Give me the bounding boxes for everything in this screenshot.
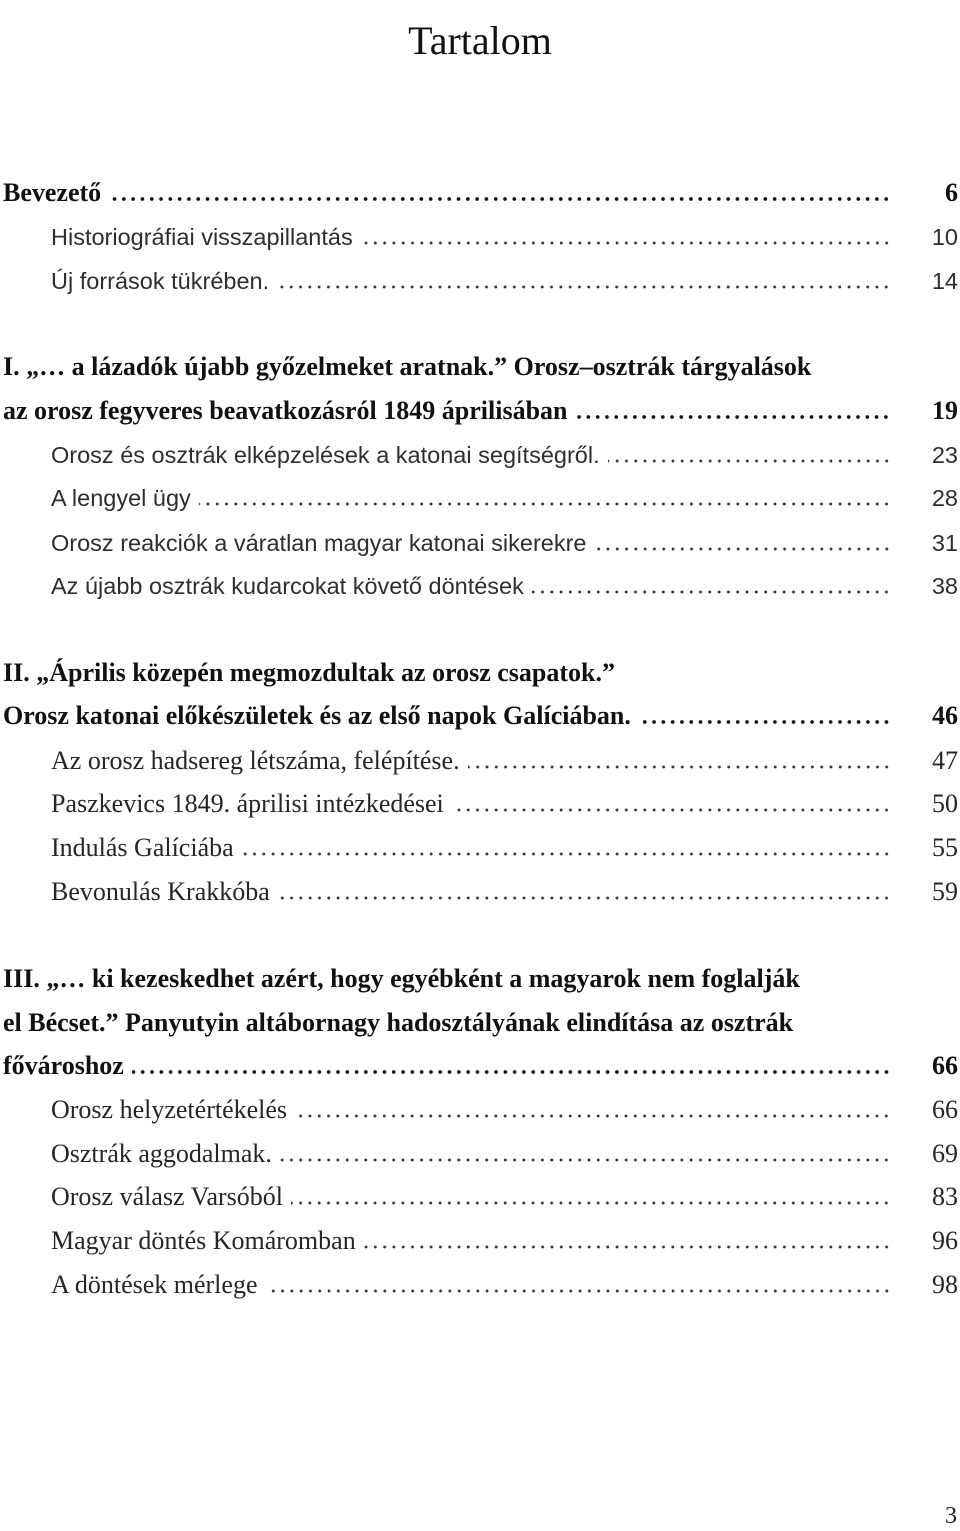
dot-leader	[295, 1114, 891, 1118]
dot-leader	[280, 1158, 891, 1162]
dot-leader	[364, 1245, 891, 1249]
toc-entry-title: Az újabb osztrák kudarcokat követő döntések	[51, 573, 524, 599]
toc-entry-page: 50	[932, 789, 958, 818]
toc-entry-title: Magyar döntés Komáromban	[51, 1226, 356, 1255]
toc-entry-page: 96	[932, 1226, 958, 1255]
chapter-3-heading-line: el Bécset.” Panyutyin altábornagy hadosztályának elindítása az osztrák	[3, 1008, 794, 1037]
toc-entry-page: 83	[932, 1182, 958, 1211]
chapter-3-heading-line: III. „… ki kezeskedhet azért, hogy egyébként a magyarok nem foglalják	[3, 964, 800, 993]
toc-entry-title: Bevonulás Krakkóba	[51, 877, 270, 906]
page-number: 3	[945, 1503, 957, 1529]
dot-leader	[361, 241, 891, 245]
toc-entry-title: Paszkevics 1849. áprilisi intézkedései	[51, 789, 444, 818]
toc-entry	[51, 1226, 958, 1256]
toc-entry	[51, 483, 958, 513]
toc-entry-title: Orosz és osztrák elképzelések a katonai segítségről.	[51, 442, 600, 468]
toc-entry-page: 14	[931, 268, 958, 294]
toc-entry-chapter-2	[3, 701, 958, 731]
toc-entry-title: Orosz reakciók a váratlan magyar katonai sikerekre	[51, 530, 587, 556]
toc-entry-page: 46	[932, 701, 958, 730]
toc-entry-page: 66	[932, 1051, 958, 1080]
toc-entry-page: 38	[931, 573, 958, 599]
page-title: Tartalom	[408, 17, 552, 63]
toc-entry	[51, 789, 958, 819]
chapter-3-heading-line: fővároshoz	[3, 1051, 124, 1080]
chapter-2-heading-line: II. „Április közepén megmozdultak az orosz csapatok.”	[3, 658, 615, 687]
toc-entry	[51, 440, 958, 470]
dot-leader	[452, 808, 891, 812]
toc-entry-title: A lengyel ügy	[51, 485, 191, 511]
toc-entry-title: Orosz válasz Varsóból	[51, 1182, 284, 1211]
dot-leader	[132, 1070, 891, 1074]
toc-entry	[51, 528, 958, 558]
dot-leader	[532, 590, 891, 594]
toc-entry	[51, 833, 958, 863]
dot-leader	[639, 720, 891, 724]
toc-entry-title: Orosz helyzetértékelés	[51, 1095, 288, 1124]
toc-entry-title: Osztrák aggodalmak.	[51, 1139, 272, 1168]
toc-entry	[51, 1139, 958, 1169]
toc-entry	[51, 266, 958, 296]
toc-entry-page: 6	[945, 178, 958, 207]
toc-entry-chapter-3	[3, 1051, 958, 1081]
toc-entry	[51, 1095, 958, 1125]
dot-leader	[608, 459, 891, 463]
toc-entry-introduction	[3, 178, 958, 208]
toc-entry	[51, 877, 958, 907]
toc-entry	[51, 222, 958, 252]
toc-entry-title: Indulás Galíciába	[51, 833, 234, 862]
toc-entry-page: 98	[932, 1270, 958, 1299]
chapter-1-heading-line: I. „… a lázadók újabb győzelmeket aratnak.” Orosz–osztrák tárgyalások	[3, 352, 812, 381]
toc-entry-page: 47	[932, 746, 958, 775]
toc-entry-page: 19	[932, 396, 958, 425]
toc-entry-page: 23	[931, 442, 958, 468]
dot-leader	[595, 547, 892, 551]
dot-leader	[468, 765, 891, 769]
toc-entry-page: 31	[931, 530, 958, 556]
dot-leader	[242, 852, 891, 856]
chapter-1-heading-line: az orosz fegyveres beavatkozásról 1849 áprilisában	[3, 396, 568, 425]
toc-entry	[51, 1270, 958, 1300]
toc-entry	[51, 1182, 958, 1212]
chapter-2-heading-line: Orosz katonai előkészületek és az első napok Galíciában.	[3, 701, 631, 730]
dot-leader	[109, 197, 891, 201]
toc-entry-chapter-1	[3, 396, 958, 426]
toc-entry-title: A döntések mérlege	[51, 1270, 258, 1299]
toc-entry-page: 28	[931, 485, 958, 511]
toc-entry-page: 66	[932, 1095, 958, 1124]
toc-entry-title: Új források tükrében.	[51, 268, 270, 294]
dot-leader	[199, 502, 891, 506]
dot-leader	[277, 285, 891, 289]
toc-entry	[51, 746, 958, 776]
toc-entry-page: 59	[932, 877, 958, 906]
toc-entry	[51, 571, 958, 601]
dot-leader	[291, 1201, 891, 1205]
toc-entry-title: Bevezető	[3, 178, 102, 207]
toc-entry-page: 55	[932, 833, 958, 862]
dot-leader	[575, 415, 891, 419]
toc-entry-title: Historiográfiai visszapillantás	[51, 224, 353, 250]
dot-leader	[266, 1289, 892, 1293]
dot-leader	[278, 896, 891, 900]
toc-entry-page: 10	[931, 224, 958, 250]
toc-entry-page: 69	[932, 1139, 958, 1168]
toc-entry-title: Az orosz hadsereg létszáma, felépítése.	[51, 746, 460, 775]
